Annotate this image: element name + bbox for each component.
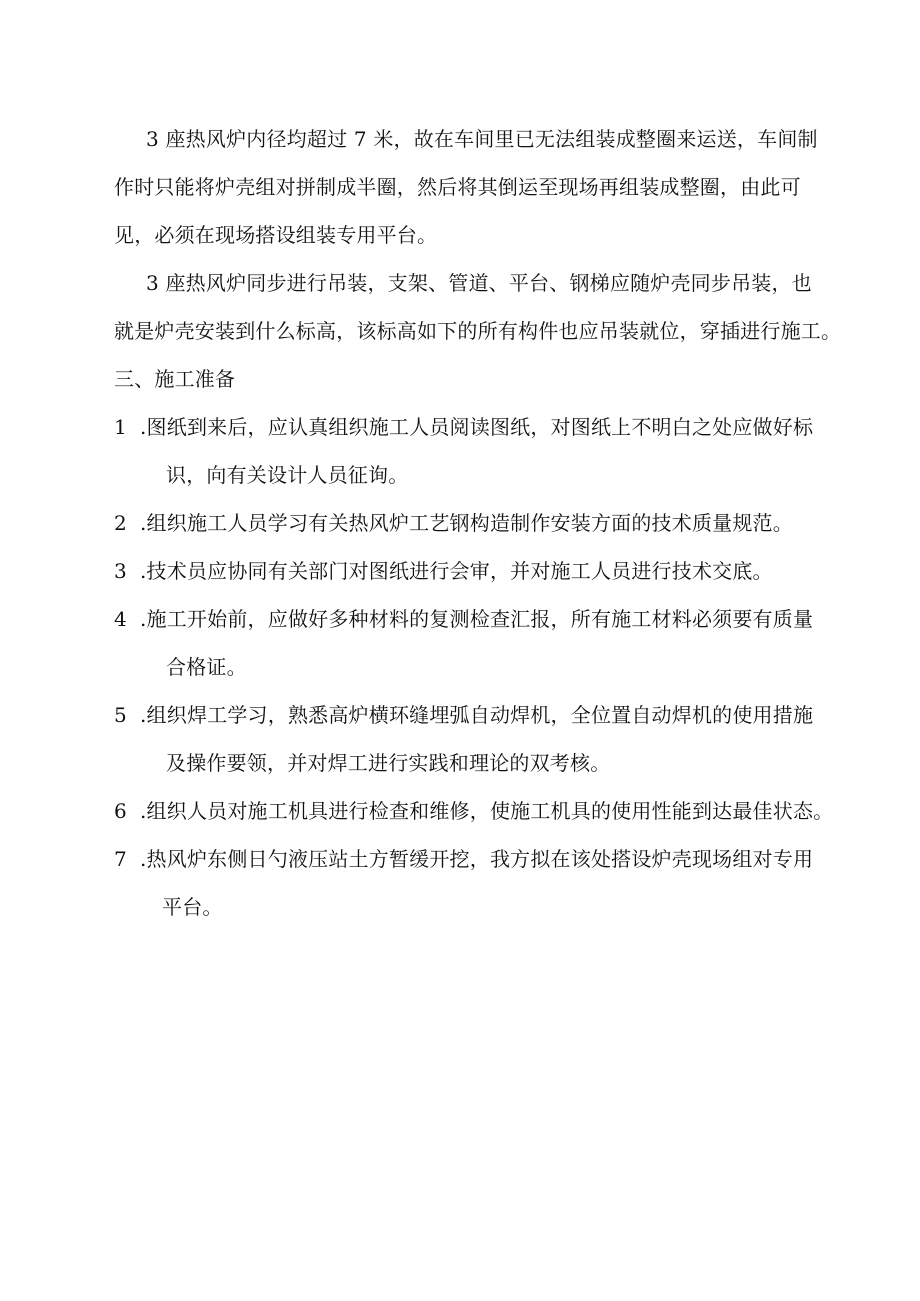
paragraph-1-line-3: 见，必须在现场搭设组装专用平台。 — [114, 223, 438, 247]
list-item-text: .组织焊工学习，熟悉高炉横环缝埋弧自动焊机，全位置自动焊机的使用措施 — [140, 703, 814, 727]
list-item-text: .图纸到来后，应认真组织施工人员阅读图纸，对图纸上不明白之处应做好标 — [140, 415, 814, 439]
list-item-5-continuation: 及操作要领，并对焊工进行实践和理论的双考核。 — [166, 751, 611, 775]
list-item-1 — [114, 413, 813, 441]
list-item-2 — [114, 509, 793, 537]
list-item-number: 6 — [114, 799, 127, 823]
list-item-number: 3 — [114, 559, 127, 583]
list-item-text: .组织施工人员学习有关热风炉工艺钢构造制作安装方面的技术质量规范。 — [140, 511, 793, 535]
list-item-4 — [114, 605, 813, 633]
list-item-number: 5 — [114, 703, 127, 727]
list-item-4-continuation: 合格证。 — [166, 655, 247, 679]
paragraph-2-line-1: 3 座热风炉同步进行吊装，支架、管道、平台、钢梯应随炉壳同步吊装，也 — [146, 271, 812, 295]
list-item-number: 7 — [114, 847, 127, 871]
list-item-number: 2 — [114, 511, 127, 535]
list-item-text: .技术员应协同有关部门对图纸进行会审，并对施工人员进行技术交底。 — [140, 559, 773, 583]
list-item-number: 4 — [114, 607, 127, 631]
paragraph-1-line-2: 作时只能将炉壳组对拼制成半圈，然后将其倒运至现场再组装成整圈，由此可 — [114, 175, 801, 199]
list-item-6 — [114, 797, 833, 825]
list-item-3 — [114, 557, 773, 585]
list-item-1-continuation: 识，向有关设计人员征询。 — [166, 463, 409, 487]
list-item-7 — [114, 845, 813, 873]
list-item-text: .施工开始前，应做好多种材料的复测检查汇报，所有施工材料必须要有质量 — [140, 607, 814, 631]
paragraph-2-line-2: 就是炉壳安装到什么标高，该标高如下的所有构件也应吊装就位，穿插进行施工。 — [114, 319, 842, 343]
list-item-5 — [114, 701, 813, 729]
list-item-7-continuation: 平台。 — [162, 895, 223, 919]
list-item-text: .组织人员对施工机具进行检查和维修，使施工机具的使用性能到达最佳状态。 — [140, 799, 834, 823]
section-heading: 三、施工准备 — [114, 367, 236, 391]
paragraph-1-line-1: 3 座热风炉内径均超过 7 米，故在车间里已无法组装成整圈来运送，车间制 — [146, 127, 818, 151]
list-item-number: 1 — [114, 415, 127, 439]
list-item-text: .热风炉东侧日勺液压站土方暂缓开挖，我方拟在该处搭设炉壳现场组对专用 — [140, 847, 814, 871]
